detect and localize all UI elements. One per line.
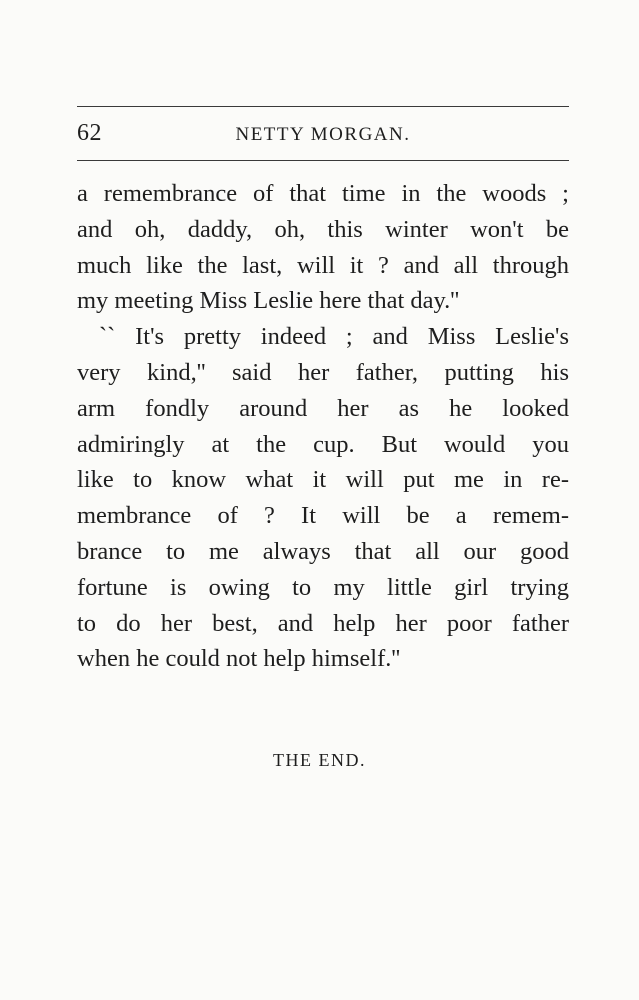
text-line: admiringly at the cup. But would you <box>77 430 569 458</box>
text-line: and oh, daddy, oh, this winter won't be <box>77 215 569 243</box>
header-rule-bottom <box>77 160 569 161</box>
header-rule-top <box>77 106 569 107</box>
text-line: my meeting Miss Leslie here that day.'' <box>77 287 460 315</box>
body-text <box>77 176 569 677</box>
page-number: 62 <box>77 120 102 146</box>
text-line: like to know what it will put me in re- <box>77 466 569 494</box>
text-line: membrance of ? It will be a remem- <box>77 502 569 530</box>
the-end-label: THE END. <box>273 750 366 770</box>
text-line: to do her best, and help her poor father <box>77 609 569 637</box>
text-line: a remembrance of that time in the woods ; <box>77 180 569 207</box>
running-title: NETTY MORGAN. <box>235 124 411 145</box>
text-line: fortune is owing to my little girl trying <box>77 573 569 601</box>
text-line: very kind,'' said her father, putting his <box>77 358 569 386</box>
text-line: when he could not help himself.'' <box>77 645 401 673</box>
text-line: arm fondly around her as he looked <box>77 394 569 422</box>
text-line: brance to me always that all our good <box>77 537 569 565</box>
text-line: much like the last, will it ? and all through <box>77 251 569 279</box>
text-line: `` It's pretty indeed ; and Miss Leslie's <box>99 323 569 351</box>
page-header <box>77 120 569 152</box>
